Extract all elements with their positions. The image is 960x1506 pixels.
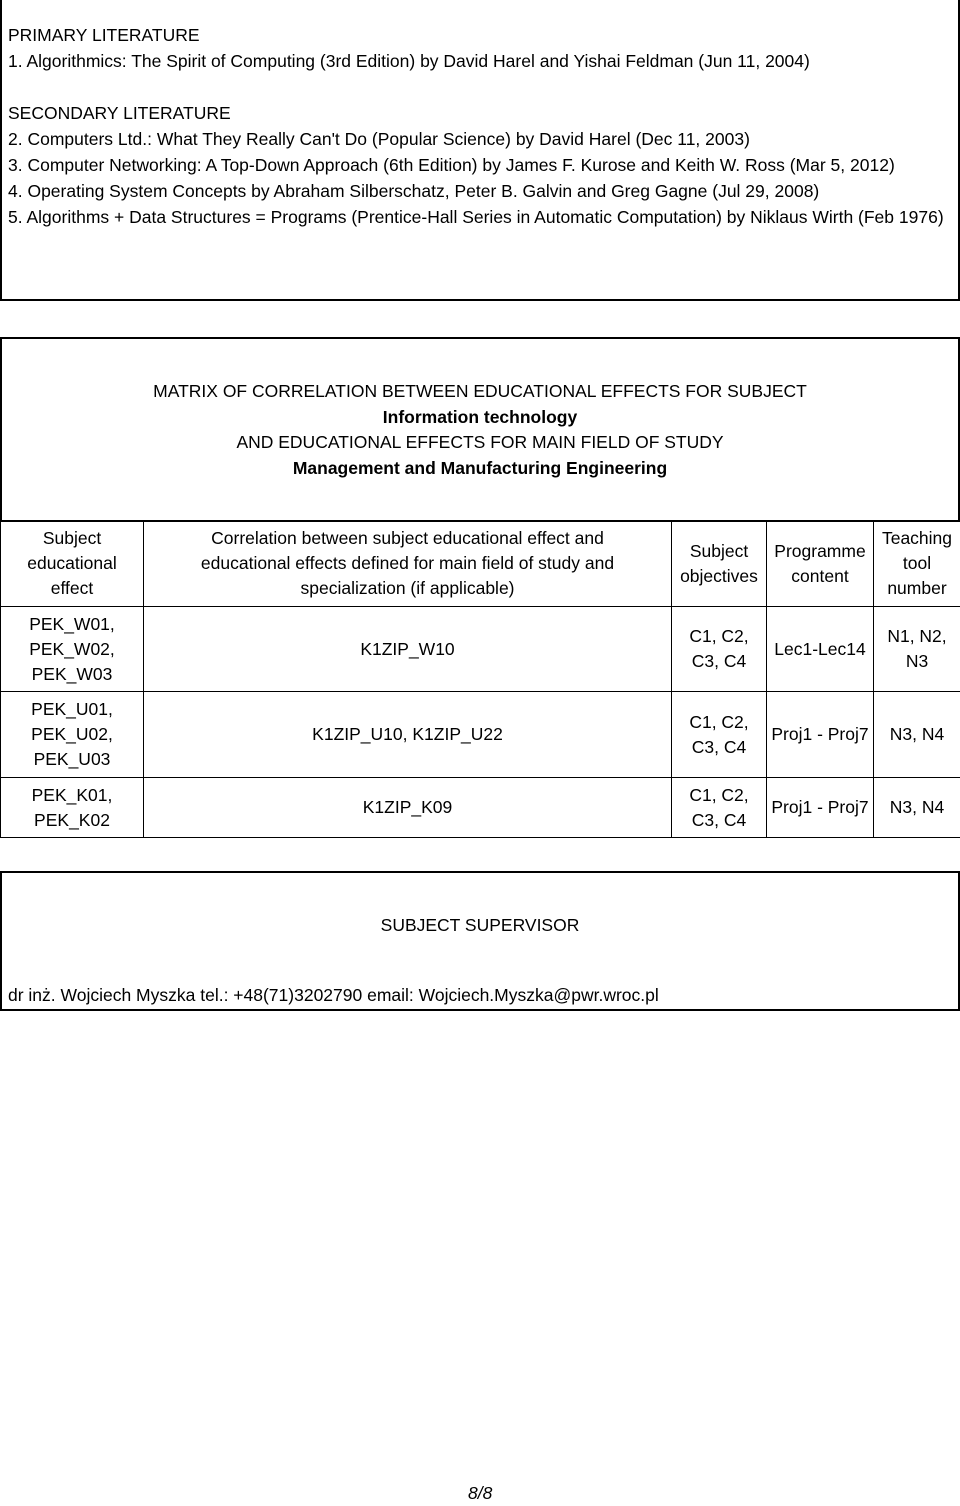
- cell-correlation: K1ZIP_K09: [144, 778, 672, 838]
- table-header-row: [1, 521, 960, 607]
- literature-item: 4. Operating System Concepts by Abraham Silberschatz, Peter B. Galvin and Greg Gagne (Jul 29, 2008): [8, 181, 820, 201]
- header-teaching-tool: Teaching tool number: [874, 521, 960, 607]
- subject-name: Information technology: [382, 406, 578, 427]
- cell-content: Proj1 - Proj7: [767, 778, 874, 838]
- literature-item: 2. Computers Ltd.: What They Really Can't Do (Popular Science) by David Harel (Dec 11, 2003): [8, 129, 750, 149]
- matrix-subtitle: AND EDUCATIONAL EFFECTS FOR MAIN FIELD OF STUDY: [236, 432, 724, 452]
- secondary-literature-heading: SECONDARY LITERATURE: [8, 103, 231, 123]
- literature-item: 3. Computer Networking: A Top-Down Approach (6th Edition) by James F. Kurose and Keith W. Ross (Mar 5, 2012): [8, 155, 895, 175]
- supervisor-contact: dr inż. Wojciech Myszka tel.: +48(71)3202790 email: Wojciech.Myszka@pwr.wroc.pl: [8, 985, 659, 1005]
- header-correlation: Correlation between subject educational effect and educational effects defined for main field of study and specialization (if applicable): [144, 521, 672, 607]
- header-programme: Programme content: [767, 521, 874, 607]
- table-row: [1, 778, 960, 838]
- cell-effect: PEK_K01, PEK_K02: [1, 778, 144, 838]
- cell-tool: N3, N4: [874, 778, 960, 838]
- matrix-heading: [0, 337, 960, 522]
- literature-item: 1. Algorithmics: The Spirit of Computing (3rd Edition) by David Harel and Yishai Feldman (Jun 11, 2004): [8, 51, 810, 71]
- cell-tool: N3, N4: [874, 692, 960, 778]
- cell-effect: PEK_W01, PEK_W02, PEK_W03: [1, 607, 144, 692]
- cell-effect: PEK_U01, PEK_U02, PEK_U03: [1, 692, 144, 778]
- cell-tool: N1, N2, N3: [874, 607, 960, 692]
- correlation-table: [0, 520, 960, 838]
- field-of-study: Management and Manufacturing Engineering: [292, 457, 668, 478]
- matrix-title: MATRIX OF CORRELATION BETWEEN EDUCATIONAL EFFECTS FOR SUBJECT: [153, 381, 807, 401]
- cell-content: Proj1 - Proj7: [767, 692, 874, 778]
- literature-item: 5. Algorithms + Data Structures = Programs (Prentice-Hall Series in Automatic Computation) by Niklaus Wirth (Feb 1976): [8, 207, 944, 227]
- page-number: 8/8: [468, 1483, 493, 1503]
- cell-content: Lec1-Lec14: [767, 607, 874, 692]
- primary-literature-heading: PRIMARY LITERATURE: [8, 25, 200, 45]
- cell-objectives: C1, C2, C3, C4: [672, 778, 767, 838]
- cell-correlation: K1ZIP_W10: [144, 607, 672, 692]
- supervisor-section: [0, 871, 960, 1011]
- cell-objectives: C1, C2, C3, C4: [672, 607, 767, 692]
- supervisor-title: SUBJECT SUPERVISOR: [380, 915, 580, 935]
- literature-section: [0, 0, 960, 301]
- cell-objectives: C1, C2, C3, C4: [672, 692, 767, 778]
- header-subject-effect: Subject educational effect: [1, 521, 144, 607]
- table-row: [1, 607, 960, 692]
- cell-correlation: K1ZIP_U10, K1ZIP_U22: [144, 692, 672, 778]
- table-row: [1, 692, 960, 778]
- header-objectives: Subject objectives: [672, 521, 767, 607]
